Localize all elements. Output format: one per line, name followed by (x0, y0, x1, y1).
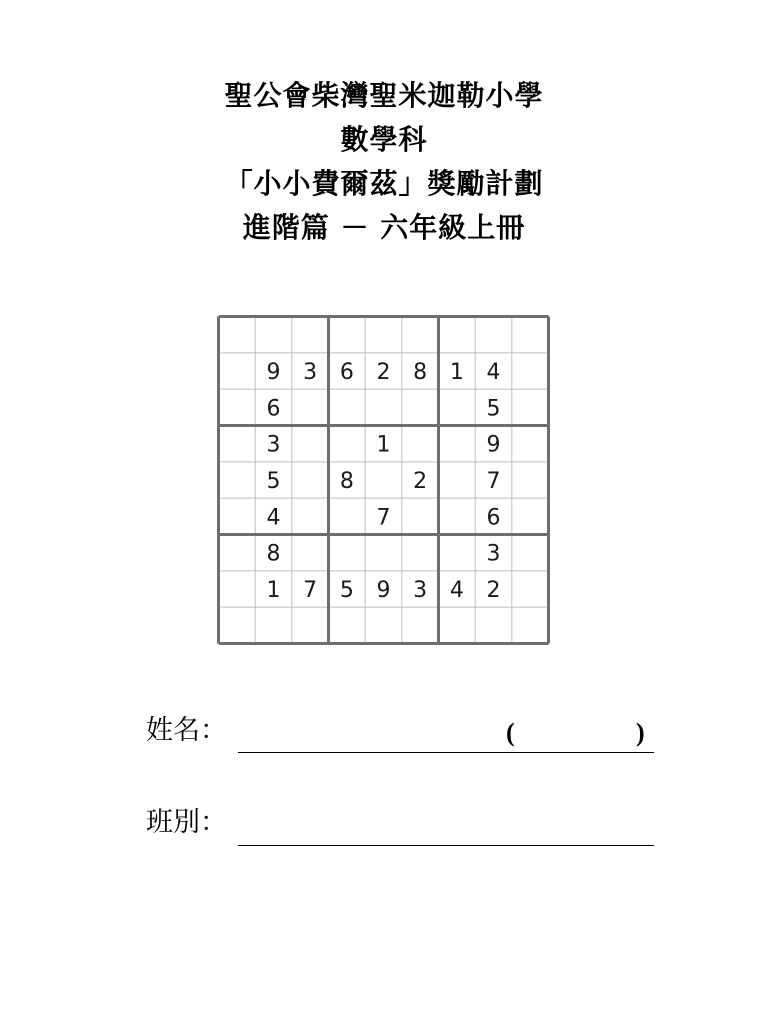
subject-title: 數學科 (340, 123, 428, 156)
class-label: 班別： (146, 807, 227, 838)
sudoku-cell-digit: 9 (266, 360, 281, 385)
class-number-paren-open: ( (506, 718, 515, 747)
sudoku-cell-digit: 6 (339, 360, 354, 385)
sudoku-cell-digit: 8 (266, 541, 281, 567)
sudoku-cell-digit: 3 (413, 578, 428, 603)
sudoku-cell-digit: 9 (376, 578, 391, 603)
sudoku-cell-digit: 1 (449, 360, 464, 385)
sudoku-cell-digit: 9 (486, 432, 501, 458)
sudoku-cell-digit: 5 (486, 396, 501, 422)
sudoku-cell-digit: 7 (376, 505, 391, 531)
sudoku-cell-digit: 3 (486, 541, 501, 567)
sudoku-cell-digit: 6 (486, 505, 501, 531)
name-field[interactable] (238, 752, 654, 753)
level-title: 進階篇 － 六年級上冊 (242, 211, 526, 244)
sudoku-svg (217, 315, 550, 645)
sudoku-cell-digit: 8 (413, 360, 428, 385)
sudoku-cell-digit: 7 (303, 578, 318, 603)
sudoku-cell-digit: 4 (266, 505, 281, 531)
sudoku-cell-digit: 6 (266, 396, 281, 422)
sudoku-cell-digit: 2 (413, 469, 428, 494)
sudoku-cell-digit: 3 (303, 360, 318, 385)
sudoku-cell-digit: 5 (339, 578, 354, 603)
class-number-paren-close: ) (636, 718, 645, 747)
sudoku-cell-digit: 1 (266, 578, 281, 603)
scheme-title: 「小小費爾茲」獎勵計劃 (224, 167, 544, 200)
sudoku-cell-digit: 1 (376, 432, 391, 458)
sudoku-cell-digit: 3 (266, 432, 281, 458)
sudoku-cell-digit: 7 (486, 469, 501, 494)
sudoku-cell-digit: 8 (339, 469, 354, 494)
sudoku-cell-digit: 2 (376, 360, 391, 385)
sudoku-cell-digit: 2 (486, 578, 501, 603)
title-block (0, 74, 768, 250)
class-field[interactable] (238, 845, 654, 846)
name-label: 姓名： (146, 715, 227, 746)
sudoku-cell-digit: 4 (486, 360, 501, 385)
school-name: 聖公會柴灣聖米迦勒小學 (224, 79, 544, 112)
sudoku-cell-digit: 5 (266, 469, 281, 494)
sudoku-cell-digit: 4 (449, 578, 464, 603)
sudoku-grid (217, 315, 550, 645)
